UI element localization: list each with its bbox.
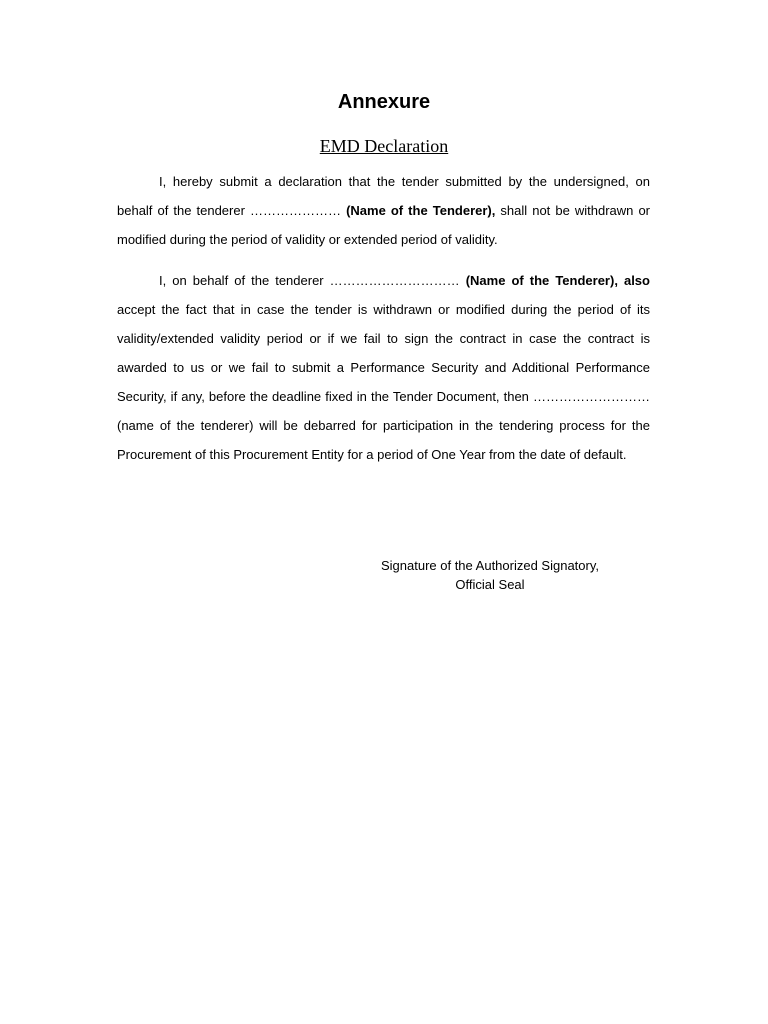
paragraph-2-text-a: I, on behalf of the tenderer ………………………… — [159, 273, 466, 288]
page-subtitle: EMD Declaration — [319, 136, 449, 156]
declaration-paragraph-1 — [117, 167, 650, 254]
paragraph-2-bold-a: (Name of the Tenderer), also — [465, 273, 650, 288]
paragraph-2-text-b: accept the fact that in case the tender is withdrawn or modified during the period of its validity/extended validity period or if we fail to sign the contract in case the contract is awarded to us or we fail to submit a Performance Security and Additional Performance Security, if any, before the deadline fixed in the Tender Document, then ……………………… (name of the tenderer) will be debarred for participation in the tendering process for the Procurement of this Procurement Entity for a period of One Year from the date of default. — [117, 302, 650, 462]
declaration-paragraph-2 — [117, 266, 650, 469]
signature-line-2: Official Seal — [455, 577, 525, 592]
signature-block — [330, 556, 650, 594]
paragraph-1-bold-a: (Name of the Tenderer), — [346, 203, 496, 218]
page-title: Annexure — [337, 91, 431, 113]
paragraph-1-text-b: shall not be withdrawn or modified during the period of validity or extended period of validity. — [117, 203, 651, 247]
paragraph-1-text-a: I, hereby submit a declaration that the tender submitted by the undersigned, on behalf of the tenderer ………………… — [117, 174, 650, 218]
signature-line-1: Signature of the Authorized Signatory, — [380, 558, 599, 573]
